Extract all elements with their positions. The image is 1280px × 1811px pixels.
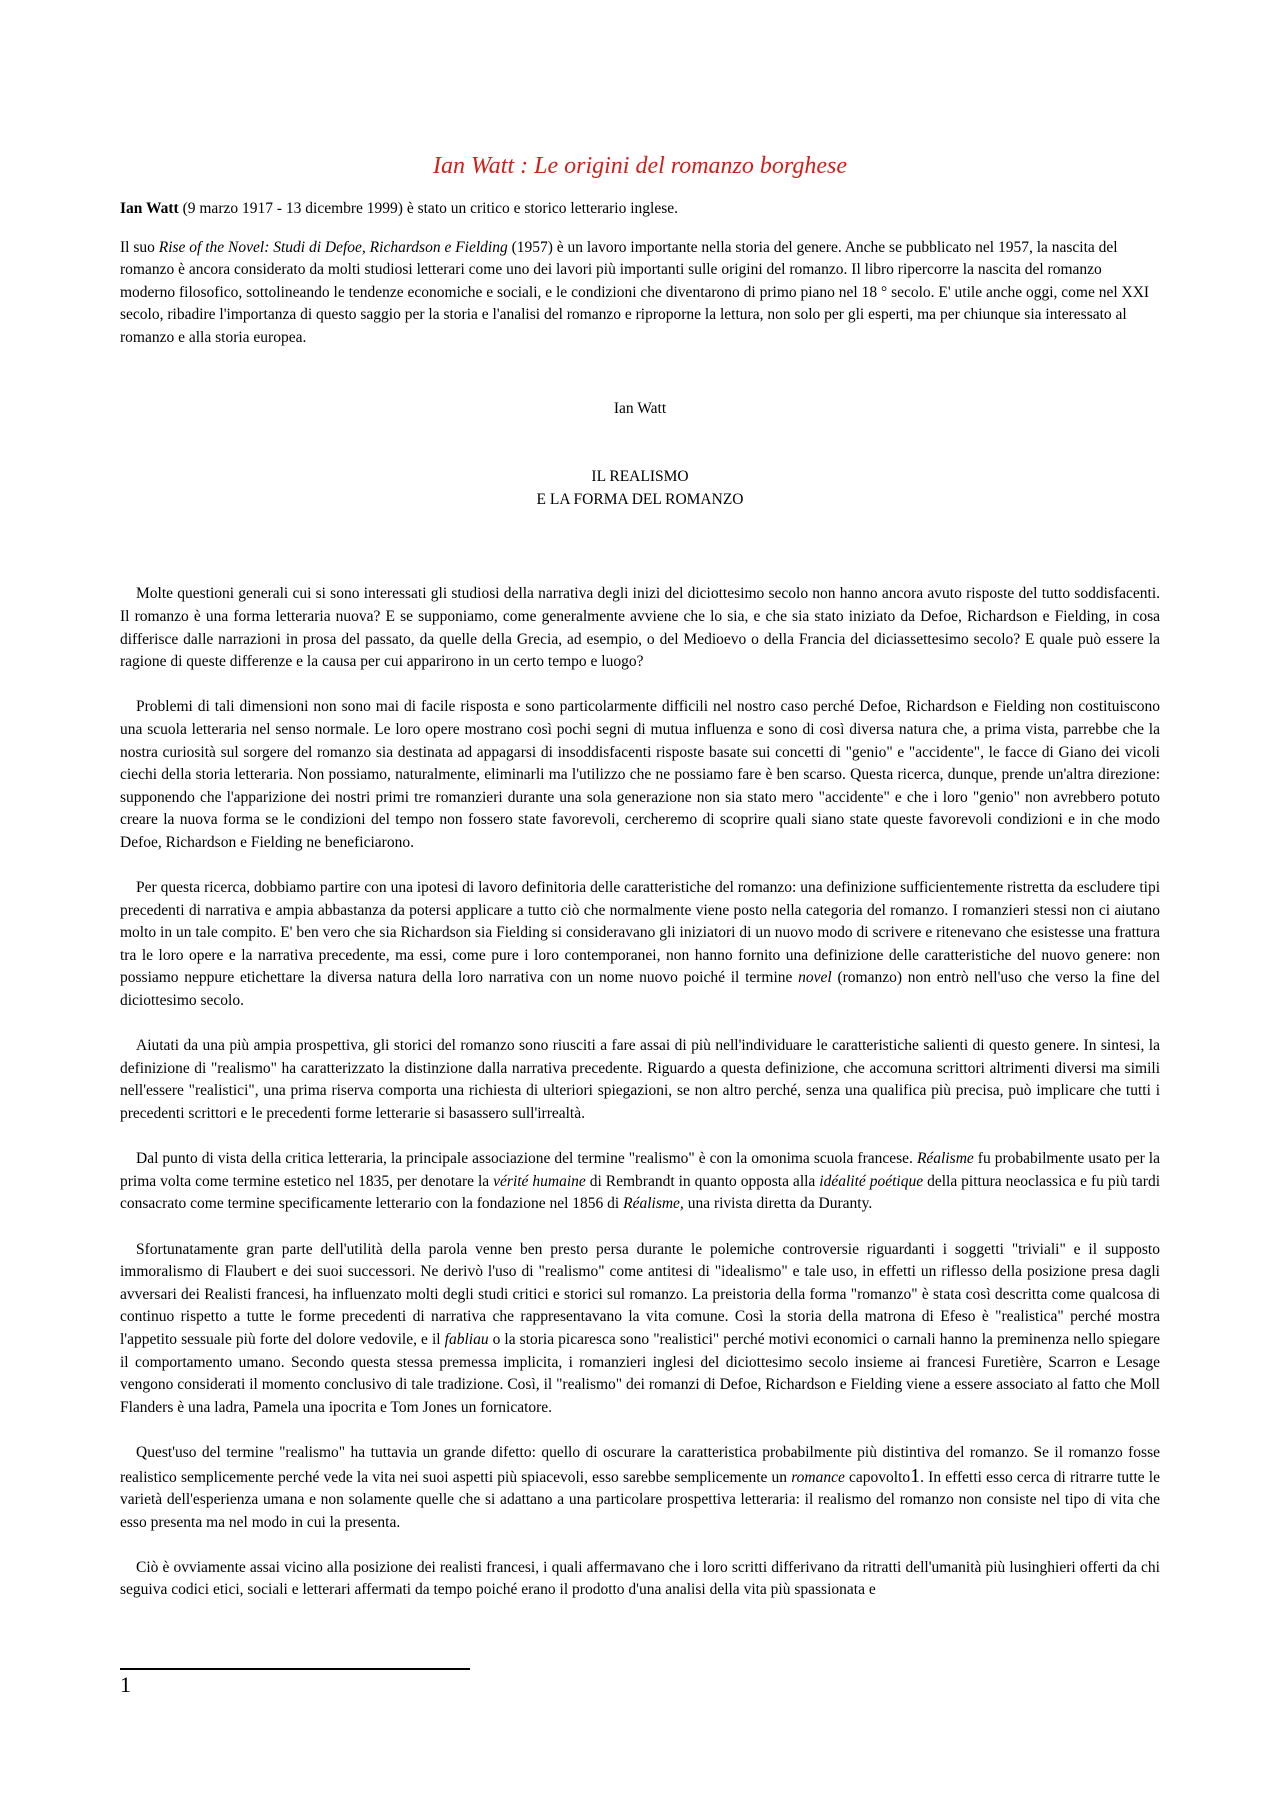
italic-term: romance (791, 1468, 845, 1486)
book-title: Rise of the Novel: Studi di Defoe, Richardson e Fielding (158, 238, 508, 256)
chapter-heading-line1: IL REALISMO (591, 468, 689, 486)
paragraph-7-text-c: . In effetti esso cerca di ritrarre tutte le varietà dell'esperienza umana e non solamente quelle che si adattano a una particolare prospettiva letteraria: il realismo del romanzo non consiste nel tipo di vita che esso presenta ma nel modo in cui la presenta. (120, 1468, 1160, 1531)
italic-term: novel (798, 969, 832, 987)
footnote-number: 1 (120, 1672, 131, 1697)
author-name: Ian Watt (120, 200, 179, 217)
author-bio-text: (9 marzo 1917 - 13 dicembre 1999) è stato un critico e storico letterario inglese. (178, 200, 678, 217)
paragraph-5-text-c: di Rembrandt in quanto opposta alla (585, 1172, 820, 1190)
paragraph-8: Ciò è ovviamente assai vicino alla posizione dei realisti francesi, i quali affermavano che i loro scritti differivano da ritratti dell'umanità più lusinghieri offerti da chi seguiva codici etici, sociali e letterari affermati da tempo poiché erano il prodotto d'una analisi della vita più spassionata e (120, 1558, 1160, 1599)
page-title: Ian Watt : Le origini del romanzo borghese (433, 153, 847, 179)
paragraph-5-text-a: Dal punto di vista della critica letteraria, la principale associazione del termine "realismo" è con la omonima scuola francese. (136, 1150, 917, 1168)
paragraph-3-text-end: (romanzo) non entrò nell'uso che verso la fine del diciottesimo secolo. (120, 969, 1160, 1010)
paragraph-6-text-a: Sfortunatamente gran parte dell'utilità della parola venne ben presto persa durante le polemiche controversie riguardanti i soggetti "triviali" e il supposto immoralismo di Flaubert e dei suoi successori. Ne derivò l'uso di "realismo" come antitesi di "idealismo" e tale uso, in effetti un riflesso della posizione presa dagli avversari dei Realisti francesi, ha influenzato molti degli studi critici e storici sul romanzo. La preistoria della forma "romanzo" è stata così descritta come qualcosa di continuo rispetto a tutte le forme precedenti di narrativa che rappresentavano la vita comune. Così la storia della matrona di Efeso è "realistica" perché mostra l'appetito sessuale più forte del dolore vedovile, e il (120, 1240, 1160, 1348)
author-heading: Ian Watt (613, 399, 667, 417)
document-page (120, 150, 1160, 1625)
intro-text: Il suo (120, 238, 159, 256)
paragraph-7-text-b: capovolto (844, 1468, 911, 1486)
footnote-separator (120, 1668, 470, 1670)
intro-paragraph (120, 237, 1160, 350)
paragraph-5-text-b: fu probabilmente usato per la prima volta come termine estetico nel 1835, per denotare la (120, 1150, 1160, 1190)
body-text (120, 583, 1160, 1602)
paragraph-5 (120, 1148, 1160, 1216)
paragraph-2: Problemi di tali dimensioni non sono mai di facile risposta e sono particolarmente difficili nel nostro caso perché Defoe, Richardson e Fielding non costituiscono una scuola letteraria nel senso normale. Le loro opere mostrano così pochi segni di mutua influenza e sono di così diversa natura che, a prima vista, parrebbe che la nostra curiosità sul sorgere del romanzo sia destinata ad appagarsi di insoddisfacenti risposte basate sui concetti di "genio" e "accidente", le facce di Giano dei vicoli ciechi della storia letteraria. Non possiamo, naturalmente, eliminarli ma l'utilizzo che ne possiamo fare è ben scarso. Questa ricerca, dunque, prende un'altra direzione: supponendo che l'apparizione dei nostri primi tre romanzieri durante una sola generazione non sia stato mero "accidente" e che i loro "genio" non avrebbero potuto creare la nuova forma se le condizioni del tempo non fossero state favorevoli, cercheremo di scoprire quali siano state queste favorevoli condizioni e in che modo Defoe, Richardson e Fielding ne beneficiarono. (120, 698, 1160, 851)
paragraph-3 (120, 877, 1160, 1013)
italic-term: idéalité poétique (819, 1172, 924, 1190)
paragraph-7-text-a: Quest'uso del termine "realismo" ha tuttavia un grande difetto: quello di oscurare la caratteristica probabilmente più distintiva del romanzo. Se il romanzo fosse realistico semplicemente perché vede la vita nei suoi aspetti più spiacevoli, esso sarebbe semplicemente un (120, 1443, 1160, 1486)
paragraph-4: Aiutati da una più ampia prospettiva, gli storici del romanzo sono riusciti a fare assai di più nell'individuare le caratteristiche salienti di questo genere. In sintesi, la definizione di "realismo" ha caratterizzato la distinzione dalla narrativa precedente. Riguardo a questa definizione, che accomuna scrittori altrimenti diversi ma simili nell'essere "realistici", una prima riserva comporta una richiesta di ulteriori spiegazioni, se non altro perché, senza una qualifica più precisa, può implicare che tutti i precedenti scrittori e le precedenti forme letterarie si basassero sull'irrealtà. (120, 1037, 1160, 1122)
footnote-reference[interactable]: 1 (910, 1464, 921, 1487)
paragraph-5-text-d: della pittura neoclassica e fu più tardi consacrato come termine specificamente letterario con la fondazione nel 1856 di (120, 1172, 1160, 1213)
intro-text-rest: (1957) è un lavoro importante nella storia del genere. Anche se pubblicato nel 1957, la nascita del romanzo è ancora considerato da molti studiosi letterari come uno dei lavori più importanti sulle origini del romanzo. Il libro ripercorre la nascita del romanzo moderno filosofico, sottolineando le tendenze economiche e sociali, e le condizioni che diventarono di primo piano nel 18 ° secolo. E' utile anche oggi, come nel XXI secolo, ribadire l'importanza di questo saggio per la storia e l'analisi del romanzo e riproporne la lettura, non solo per gli esperti, ma per chiunque sia interessato al romanzo e alla storia europea. (120, 238, 1150, 346)
paragraph-1: Molte questioni generali cui si sono interessati gli studiosi della narrativa degli inizi del diciottesimo secolo non hanno ancora avuto risposte del tutto soddisfacenti. Il romanzo è una forma letteraria nuova? E se supponiamo, come generalmente avviene che lo sia, e che sia stato iniziato da Defoe, Richardson e Fielding, in cosa differisce dalle narrazioni in prosa del passato, da quelle della Grecia, ad esempio, o del Medioevo o della Francia del diciassettesimo secolo? E quale può essere la ragione di queste differenze e la causa per cui apparirono in un certo tempo e luogo? (120, 585, 1160, 671)
chapter-heading-line2: E LA FORMA DEL ROMANZO (536, 490, 744, 508)
author-bio (120, 198, 1160, 221)
chapter-heading (120, 466, 1160, 511)
italic-term: Réalisme (916, 1150, 974, 1168)
italic-term: fabliau (444, 1330, 489, 1348)
paragraph-6-text-b: o la storia picaresca sono "realistici" perché motivi economici o carnali hanno la preminenza nello spiegare il comportamento umano. Secondo questa stessa premessa implicita, i romanzieri inglesi del diciottesimo secolo insieme ai francesi Furetière, Scarron e Lesage vengono considerati il momento conclusivo di tale tradizione. Così, il "realismo" dei romanzi di Defoe, Richardson e Fielding viene a essere associato al fatto che Moll Flanders è una ladra, Pamela una ipocrita e Tom Jones un fornicatore. (120, 1330, 1160, 1416)
paragraph-7 (120, 1442, 1160, 1534)
paragraph-6 (120, 1239, 1160, 1420)
italic-term: vérité humaine (493, 1172, 586, 1190)
paragraph-3-text: Per questa ricerca, dobbiamo partire con una ipotesi di lavoro definitoria delle caratteristiche del romanzo: una definizione sufficientemente ristretta da escludere tipi precedenti di narrativa e ampia abbastanza da potersi applicare a tutto ciò che normalmente viene posto nella categoria del romanzo. I romanzieri stessi non ci aiutano molto in un tale compito. E' ben vero che sia Richardson sia Fielding si consideravano gli iniziatori di un nuovo modo di scrivere e ritenevano che esistesse una frattura tra le loro opere e la narrativa precedente, ma essi, come pure i loro contemporanei, non hanno fornito una definizione delle caratteristiche del nuovo genere: non possiamo neppure etichettare la diversa natura della loro narrativa con un nome nuovo poiché il termine (120, 879, 1160, 987)
paragraph-5-text-e: una rivista diretta da Duranty. (683, 1195, 873, 1213)
italic-term: Réalisme, (623, 1195, 684, 1213)
